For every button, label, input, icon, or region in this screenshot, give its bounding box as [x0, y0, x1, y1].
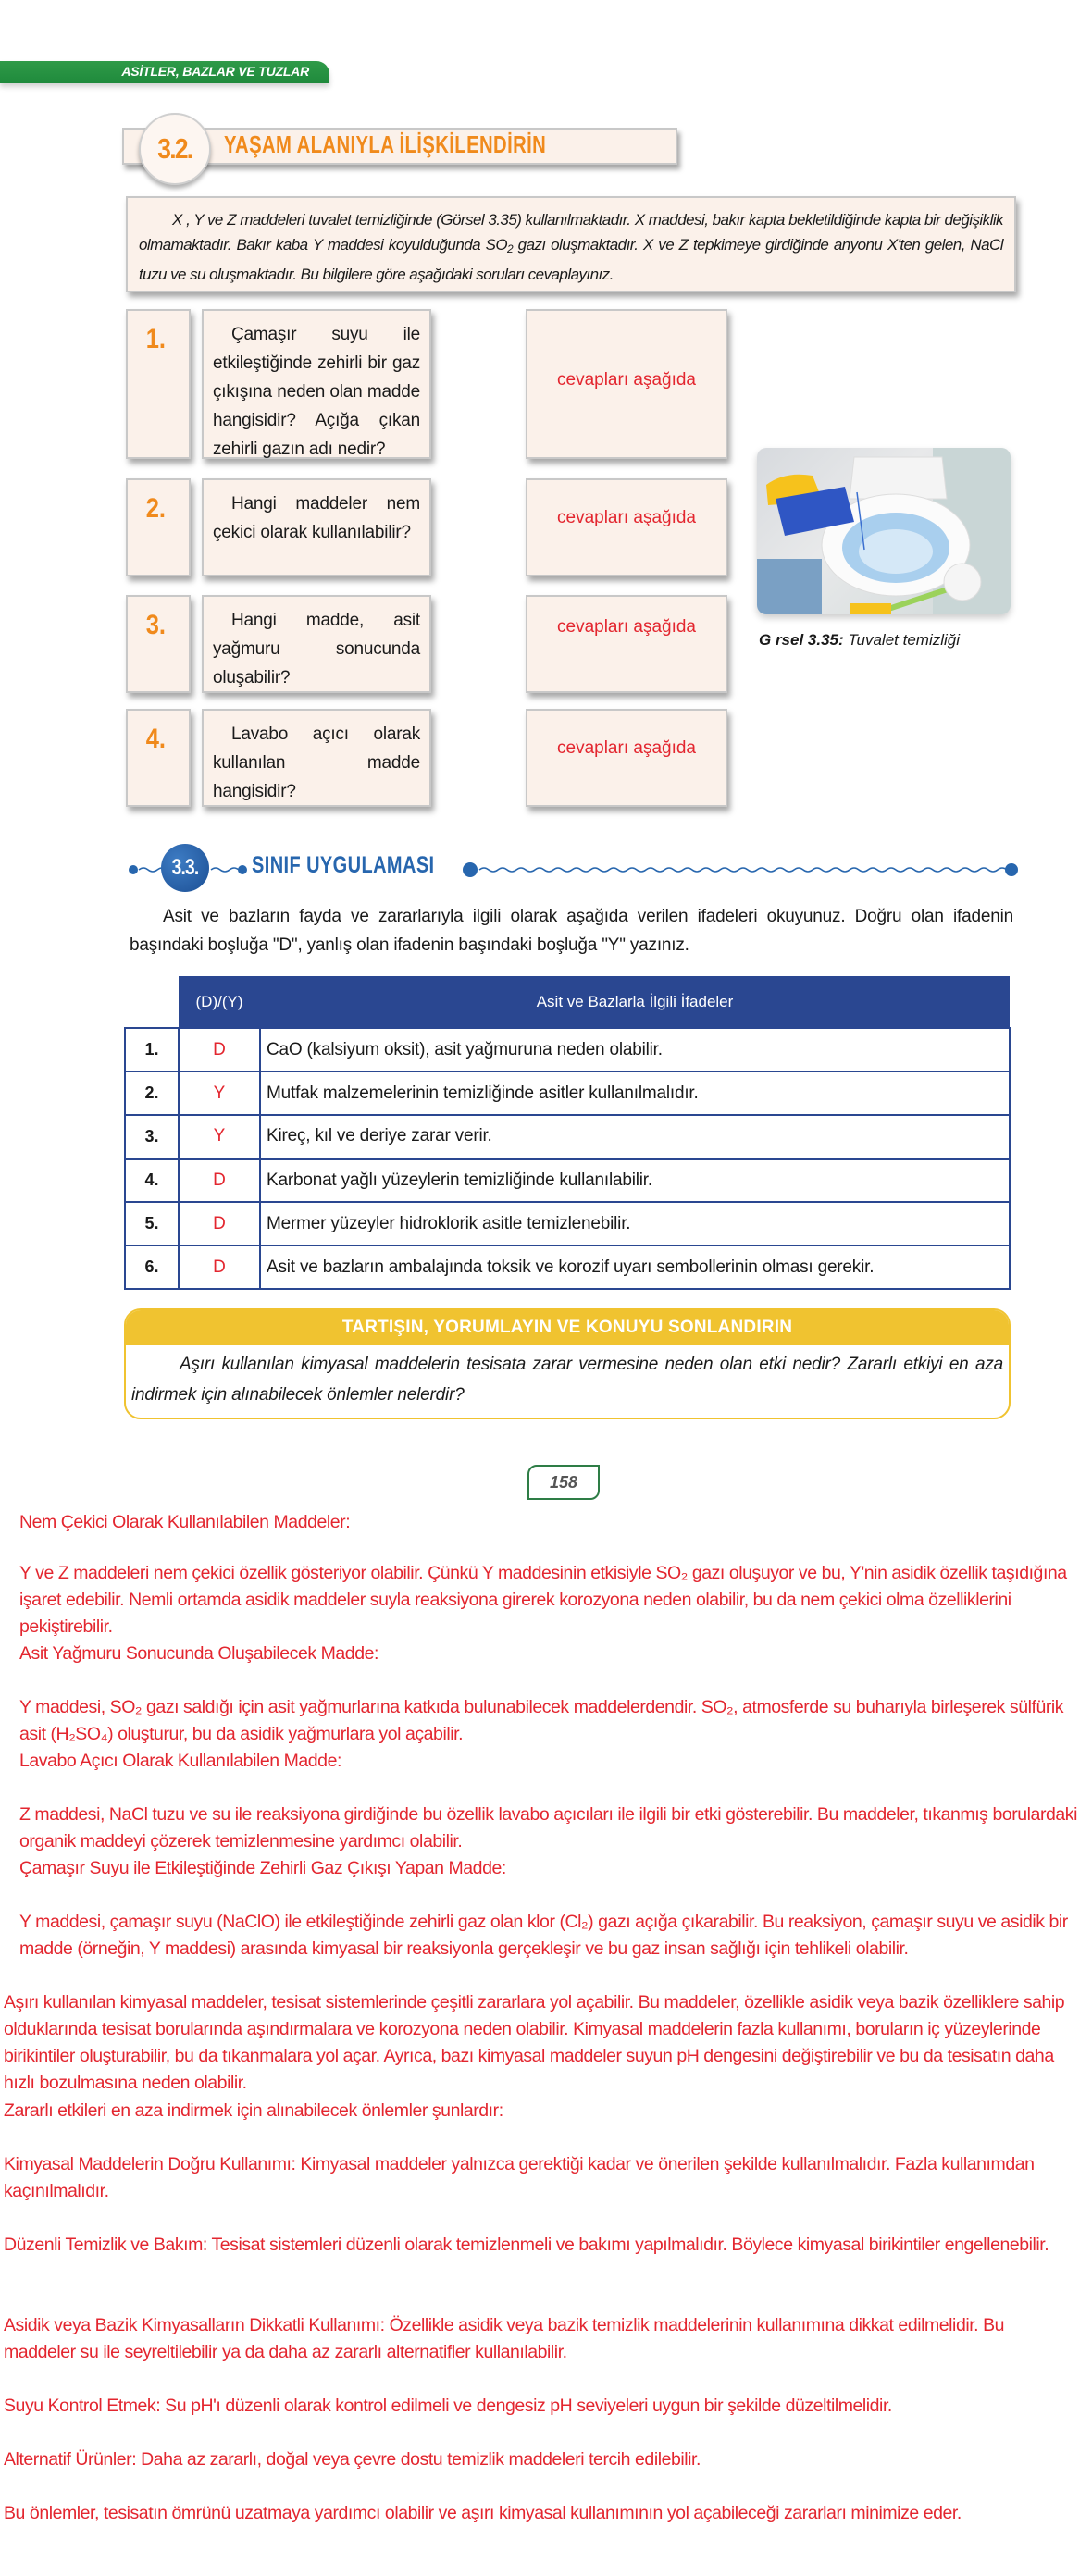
answer-onlem-5: Alternatif Ürünler: Daha az zararlı, doğal veya çevre dostu temizlik maddeleri tercih edilebilir. [4, 2449, 701, 2470]
discussion-question: Aşırı kullanılan kimyasal maddelerin tesisata zarar vermesine neden olan etki nedir? Zararlı etkiyi en aza indirmek için alınabilecek önlemler nelerdir? [131, 1355, 1003, 1405]
question-number: 4. [145, 724, 167, 754]
toilet-cleaning-photo [757, 448, 1011, 614]
table-header-dy: (D)/(Y) [179, 976, 260, 1028]
question-text: Lavabo açıcı olarak kullanılan madde hangisidir? [213, 724, 420, 801]
table-row [125, 1071, 1010, 1115]
question-text: Hangi madde, asit yağmuru sonucunda oluşabilir? [213, 611, 420, 687]
row-number: 4. [125, 1158, 179, 1202]
figure-caption-text: Tuvalet temizliği [843, 631, 961, 649]
table-header-blank [125, 976, 179, 1028]
question-number: 3. [145, 610, 167, 640]
question-4-text-box [202, 709, 431, 807]
row-answer[interactable]: D [179, 1028, 260, 1071]
question-text: Hangi maddeler nem çekici olarak kullanılabilir? [213, 494, 420, 542]
row-answer[interactable]: D [179, 1158, 260, 1202]
chapter-header-tab [0, 61, 329, 83]
figure-label: G rsel 3.35: [759, 631, 844, 649]
discussion-box [124, 1308, 1011, 1419]
scenario-text: X , Y ve Z maddeleri tuvalet temizliğinde (Görsel 3.35) kullanılmaktadır. X maddesi, bakır kapta bekletildiğinde kapta bir değişiklik olmamaktadır. Bakır kaba Y maddesi koyulduğunda $SO_2$ gazı oluşmaktadır. X ve Z tepkimeye girdiğinde anyonu X'ten gelen, NaCl tuzu ve su oluşmaktadır. Bu bilgilere göre aşağıdaki soruları cevaplayınız. [139, 211, 1003, 283]
row-number: 1. [125, 1028, 179, 1071]
question-1-answer-box[interactable] [526, 309, 727, 459]
question-3-number-box [126, 595, 191, 693]
row-answer[interactable]: D [179, 1245, 260, 1289]
answer-onlem-1: Kimyasal Maddelerin Doğru Kullanımı: Kimyasal maddeler yalnızca gerektiği kadar ve önerilen şekilde kullanılmalıdır. Fazla kullanımdan kaçınılmalıdır. [4, 2154, 1035, 2201]
row-statement: Mermer yüzeyler hidroklorik asitle temizlenebilir. [260, 1202, 1010, 1245]
question-3-text-box [202, 595, 431, 693]
answer-nem-text: Y ve Z maddeleri nem çekici özellik gösteriyor olabilir. Çünkü Y maddesinin etkisiyle SO₂ gazı oluşuyor ve bu, Y'nin asidik özellik taşıdığına işaret edebilir. Nemli ortamda asidik maddeler suyla reaksiyona girerek korozyona neden olabilir, bu da nem çekici olma özelliklerini pekiştirebilir. [19, 1563, 1067, 1637]
answer-text: cevapları aşağıda [557, 617, 696, 637]
answer-onlem-2: Düzenli Temizlik ve Bakım: Tesisat sistemleri düzenli olarak temizlenmeli ve bakımı yapılmalıdır. Böylece kimyasal birikintiler engellenebilir. [4, 2235, 1049, 2255]
table-row [125, 1028, 1010, 1071]
question-1-number-box [126, 309, 191, 459]
answer-text: cevapları aşağıda [557, 738, 696, 758]
section-32-number: 3.2. [157, 132, 192, 165]
section-33-instructions: Asit ve bazların fayda ve zararlarıyla ilgili olarak aşağıda verilen ifadeleri okuyunuz. Doğru olan ifadenin başındaki boşluğa "D", yanlış olan ifadenin başındaki boşluğa "Y" yazınız. [130, 907, 1013, 955]
table-row [125, 1245, 1010, 1289]
row-statement: Asit ve bazların ambalajında toksik ve korozif uyarı sembollerinin olması gerekir. [260, 1245, 1010, 1289]
answer-nem-heading: Nem Çekici Olarak Kullanılabilen Maddeler: [19, 1512, 351, 1532]
row-statement: Kireç, kıl ve deriye zarar verir. [260, 1115, 1010, 1158]
row-number: 5. [125, 1202, 179, 1245]
table-row [125, 1202, 1010, 1245]
page-number: 158 [527, 1465, 600, 1500]
answer-lavabo-text: Z maddesi, NaCl tuzu ve su ile reaksiyona girdiğinde bu özellik lavabo açıcıları ile ilgili bir etki gösterebilir. Bu maddeler, tıkanmış borulardaki organik maddeyi çözerek temizlenmesine yardımcı olabilir. [19, 1804, 1077, 1852]
row-statement: Karbonat yağlı yüzeylerin temizliğinde kullanılabilir. [260, 1158, 1010, 1202]
section-33-number-badge [161, 844, 209, 892]
question-1-text-box [202, 309, 431, 459]
section-32-number-badge [139, 113, 211, 185]
discussion-title: TARTIŞIN, YORUMLAYIN VE KONUYU SONLANDIRIN [126, 1310, 1009, 1345]
answer-tesisat-text: Aşırı kullanılan kimyasal maddeler, tesisat sistemlerinde çeşitli zararlara yol açabilir. Bu maddeler, özellikle asidik veya bazik özelliklere sahip olduklarında tesisat borularında aşındırmalara ve korozyona neden olabilir. Kimyasal maddelerin fazla kullanımı, boruların iç yüzeylerinde birikintiler oluşturabilir, bu da tıkanmalara yol açar. Ayrıca, bazı kimyasal maddeler suyun pH dengesini değiştirebilir ve bu da tesisatın daha hızlı bozulmasına neden olabilir. [4, 1992, 1065, 2093]
row-answer[interactable]: Y [179, 1071, 260, 1115]
question-number: 1. [145, 324, 167, 354]
question-2-answer-box[interactable] [526, 478, 727, 576]
figure-caption [759, 631, 960, 650]
section-33-number: 3.3. [171, 855, 199, 880]
question-number: 2. [145, 493, 167, 524]
chapter-title: ASİTLER, BAZLAR VE TUZLAR [121, 64, 309, 79]
answer-onlem-intro: Zararlı etkileri en aza indirmek için alınabilecek önlemler şunlardır: [4, 2100, 503, 2121]
question-2-text-box [202, 478, 431, 576]
answer-asit-text: Y maddesi, SO₂ gazı saldığı için asit yağmurlarına katkıda bulunabilecek maddelerdendir. SO₂, atmosferde su buharıyla birleşerek sülfürik asit (H₂SO₄) oluşturur, bu da asidik yağmurlara yol açabilir. [19, 1697, 1064, 1744]
row-answer[interactable]: Y [179, 1115, 260, 1158]
row-number: 3. [125, 1115, 179, 1158]
answer-text: cevapları aşağıda [557, 508, 696, 527]
answer-text: cevapları aşağıda [557, 370, 696, 390]
toilet-illustration-icon [757, 448, 1011, 614]
table-row [125, 1158, 1010, 1202]
row-number: 6. [125, 1245, 179, 1289]
answer-lavabo-heading: Lavabo Açıcı Olarak Kullanılabilen Madde: [19, 1751, 341, 1771]
question-3-answer-box[interactable] [526, 595, 727, 693]
table-row [125, 1115, 1010, 1158]
scenario-box [126, 196, 1016, 292]
question-4-number-box [126, 709, 191, 807]
table-header-row [125, 976, 1010, 1028]
answer-camasir-heading: Çamaşır Suyu ile Etkileştiğinde Zehirli Gaz Çıkışı Yapan Madde: [19, 1858, 506, 1878]
section-33-title: SINIF UYGULAMASI [252, 852, 435, 878]
answer-camasir-text: Y maddesi, çamaşır suyu (NaClO) ile etkileştiğinde zehirli gaz olan klor (Cl₂) gazı açığa çıkarabilir. Bu reaksiyon, çamaşır suyu ve asidik bir madde (örneğin, Y maddesi) arasında kimyasal bir reaksiyonla gerçekleşir ve bu gaz insan sağlığı için tehlikeli olabilir. [19, 1912, 1068, 1959]
answer-onlem-3: Asidik veya Bazik Kimyasalların Dikkatli Kullanımı: Özellikle asidik veya bazik temizlik maddelerinin kullanımına dikkat edilmelidir. Bu maddeler su ile seyreltilebilir ya da daha az zararlı alternatifler kullanılabilir. [4, 2315, 1005, 2362]
question-2-number-box [126, 478, 191, 576]
true-false-table [124, 976, 1011, 1290]
table-header-statements: Asit ve Bazlarla İlgili İfadeler [260, 976, 1010, 1028]
answer-asit-heading: Asit Yağmuru Sonucunda Oluşabilecek Madde: [19, 1643, 378, 1664]
row-statement: CaO (kalsiyum oksit), asit yağmuruna neden olabilir. [260, 1028, 1010, 1071]
row-answer[interactable]: D [179, 1202, 260, 1245]
answer-conclusion: Bu önlemler, tesisatın ömrünü uzatmaya yardımcı olabilir ve aşırı kimyasal kullanımının yol açabileceği zararları minimize eder. [4, 2503, 962, 2523]
answer-onlem-4: Suyu Kontrol Etmek: Su pH'ı düzenli olarak kontrol edilmeli ve dengesiz pH seviyeleri uygun bir şekilde düzeltilmelidir. [4, 2396, 892, 2416]
section-32-title: YAŞAM ALANIYLA İLİŞKİLENDİRİN [224, 130, 547, 158]
question-4-answer-box[interactable] [526, 709, 727, 807]
row-number: 2. [125, 1071, 179, 1115]
row-statement: Mutfak malzemelerinin temizliğinde asitler kullanılmalıdır. [260, 1071, 1010, 1115]
question-text: Çamaşır suyu ile etkileştiğinde zehirli bir gaz çıkışına neden olan madde hangisidir? Açığa çıkan zehirli gazın adı nedir? [213, 325, 420, 459]
